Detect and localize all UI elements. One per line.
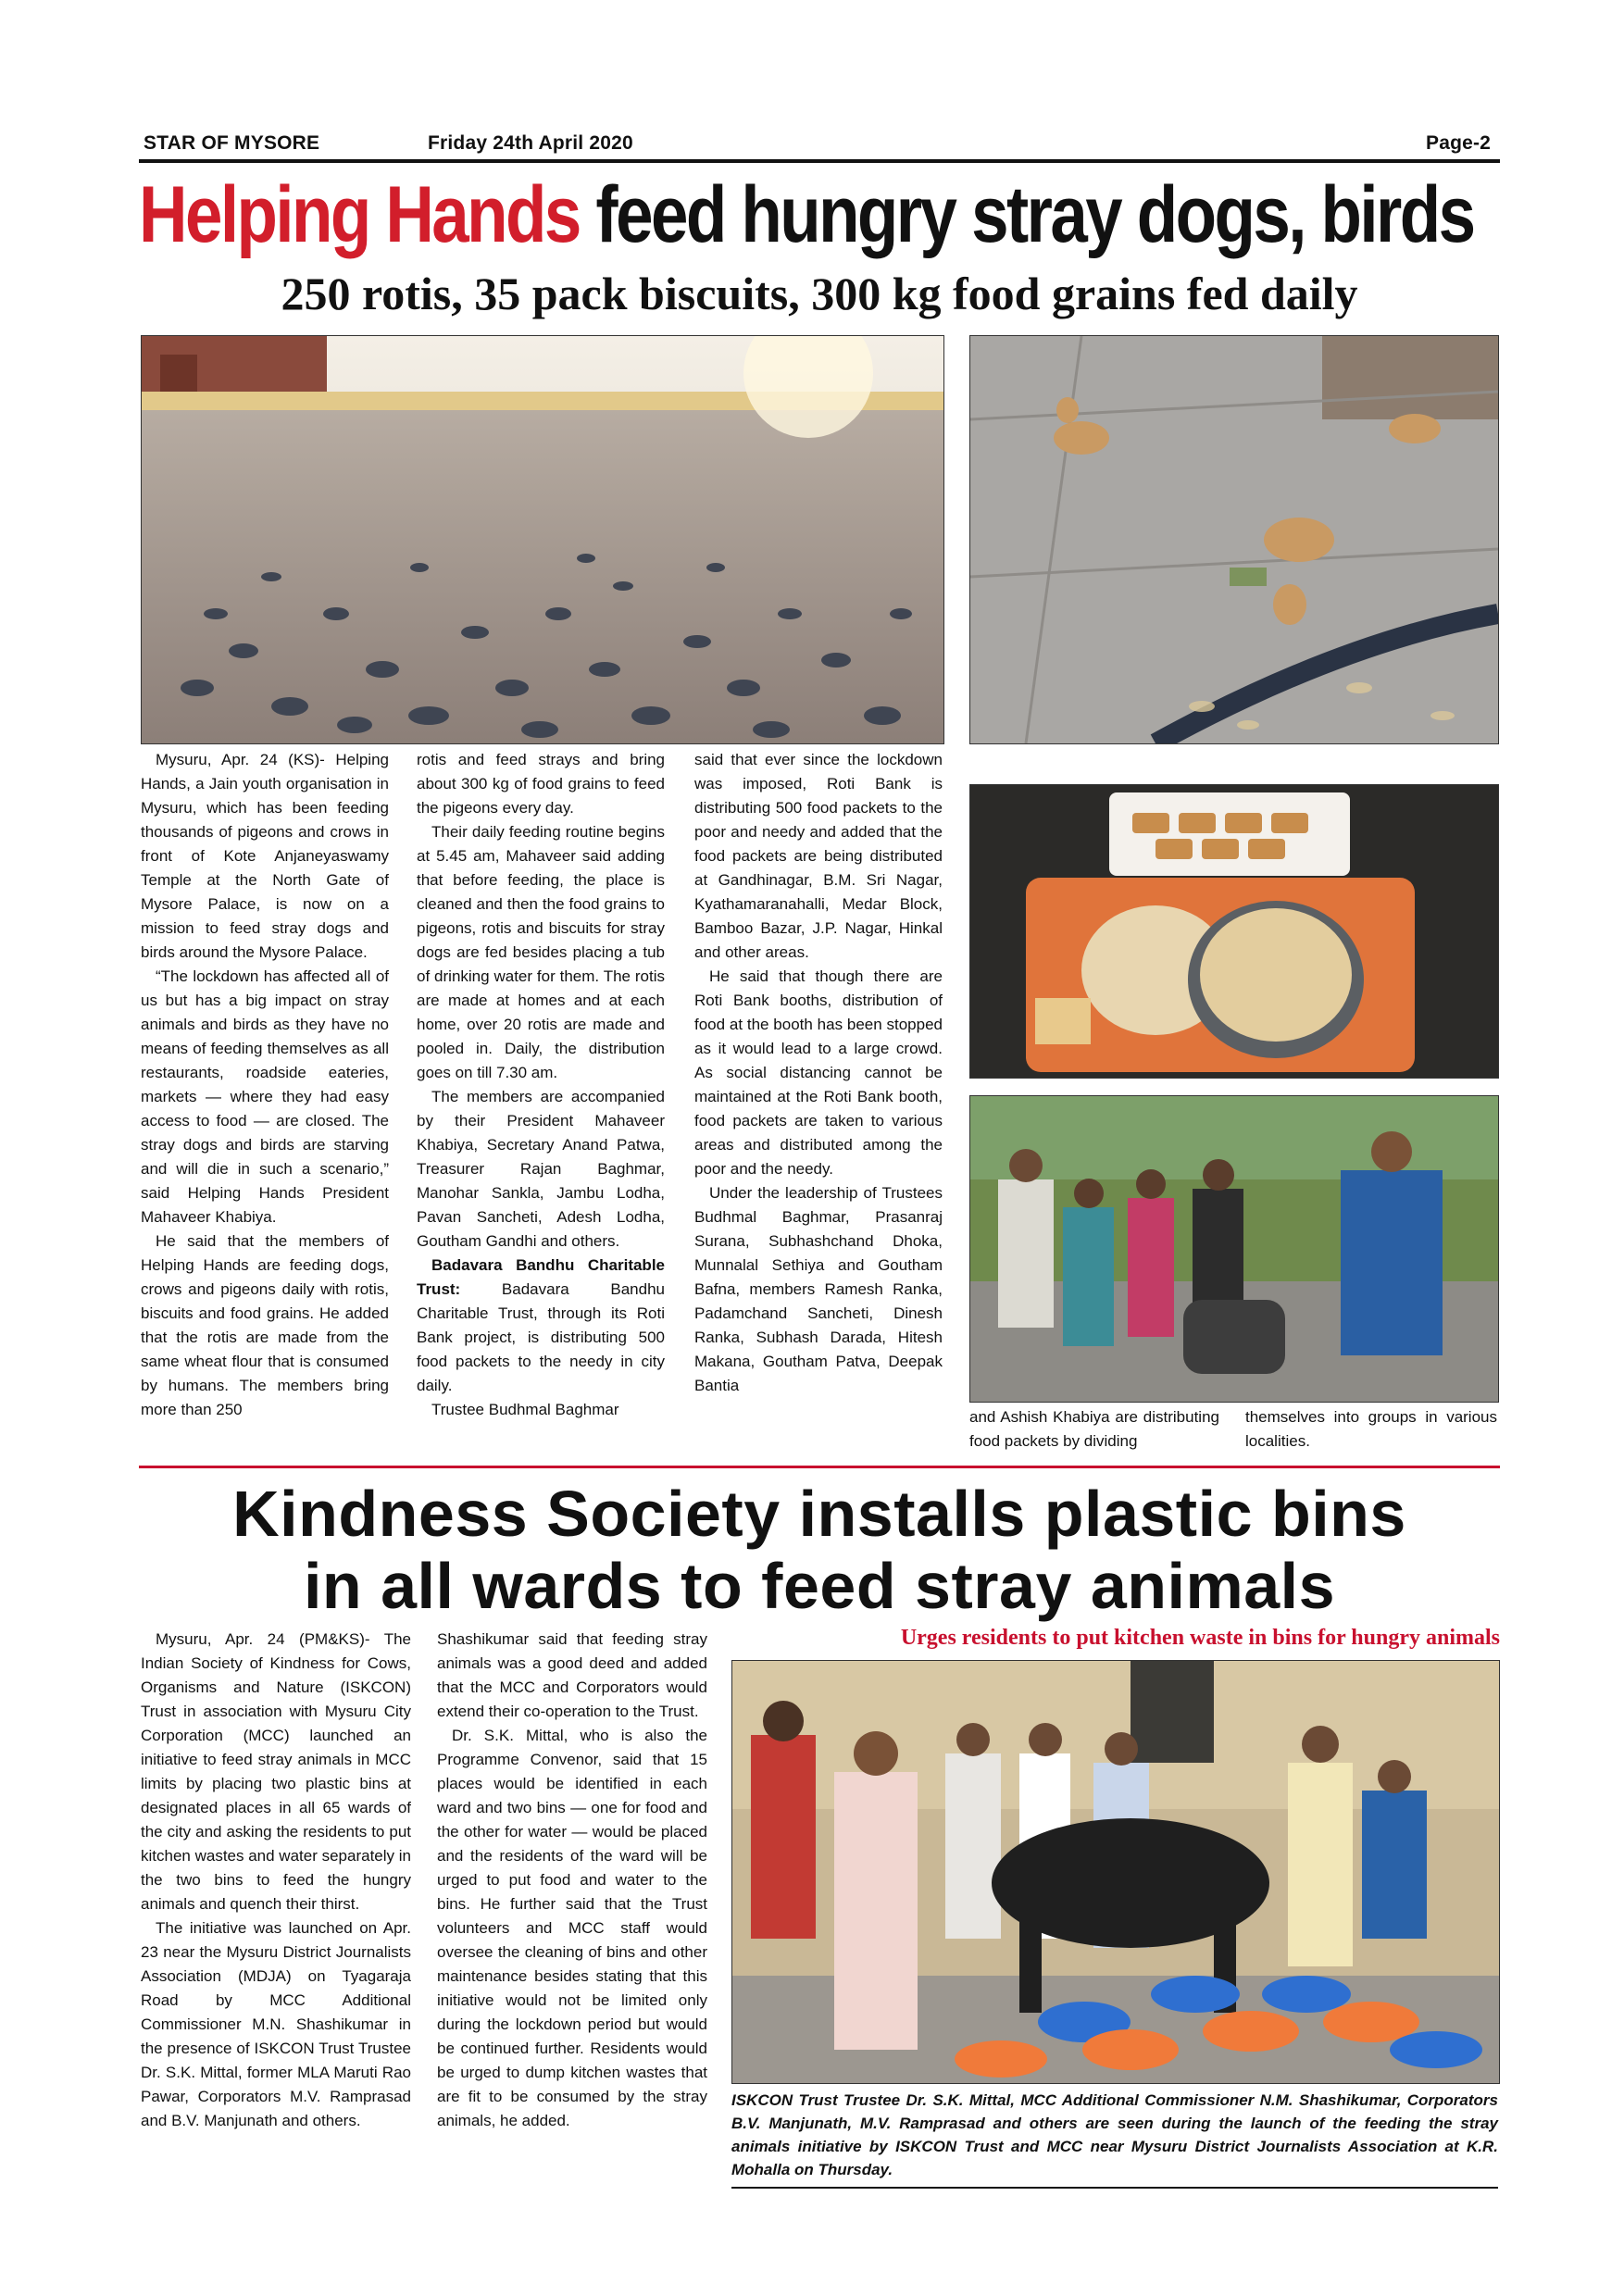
subhead-inline: Badavara Bandhu Charitable Trust:: [417, 1256, 665, 1298]
paragraph: Dr. S.K. Mittal, who is also the Programme Convenor, said that 15 places would be identified in each ward and two bins — one for food and the other for water — would be placed and the residents of the ward will be urged to put food and water to the bins. He further said that the Trust volunteers and MCC staff would oversee the cleaning of bins and other maintenance besides stating that this initiative would not be limited only during the lockdown period but would be continued further. Residents would be urged to dump kitchen wastes that are fit to be consumed by the stray animals, he added.: [437, 1727, 707, 2129]
paragraph: rotis and feed strays and bring about 300 kg of food grains to feed the pigeons every day.: [417, 751, 665, 817]
paragraph: He said that though there are Roti Bank booths, distribution of food at the booth has been stopped as it would lead to a large crowd. As social distancing cannot be maintained at the Roti Bank booth, food packets are taken to various areas and distributed among the poor and the needy.: [694, 967, 943, 1178]
paragraph: Under the leadership of Trustees Budhmal Baghmar, Prasanraj Surana, Subhashchand Dhoka, Munnalal Sethiya and Goutham Bafna, members Ramesh Ranka, Padamchand Sancheti, Dinesh Ranka, Subhash Darada, Hitesh Makana, Goutham Patva, Deepak Bantia: [694, 1184, 943, 1394]
story2-column-1: [141, 1628, 411, 2133]
iskcon-launch-photo: [731, 1660, 1500, 2084]
paragraph: and Ashish Khabiya are distributing food packets by dividing: [969, 1408, 1219, 1450]
story1-column-3: [694, 748, 943, 1398]
paragraph: “The lockdown has affected all of us but has a big impact on stray animals and birds as they have no means of feeding themselves as all restaurants, roadside eateries, markets — where they had easy access to food — are closed. The stray dogs and birds are starving and will die in such a scenario,” said Helping Hands President Mahaveer Khabiya.: [141, 967, 389, 1226]
story1-column-2: [417, 748, 665, 1422]
story1-headline: Helping Hands feed hungry stray dogs, birds: [139, 170, 1474, 259]
paragraph: He said that the members of Helping Hands are feeding dogs, crows and pigeons daily with rotis, biscuits and food grains. He added that the rotis are made from the same wheat flour that is consumed by humans. The members bring more than 250: [141, 1232, 389, 1418]
story1-column-5: [1245, 1405, 1497, 1454]
story1-column-4: [969, 1405, 1219, 1454]
stray-dogs-photo: [969, 335, 1499, 744]
paragraph: Shashikumar said that feeding stray animals was a good deed and added that the MCC and Corporators would extend their co-operation to the Trust.: [437, 1630, 707, 1720]
story2-subhead: Urges residents to put kitchen waste in bins for hungry animals: [900, 1626, 1500, 1650]
story1-deck: 250 rotis, 35 pack biscuits, 300 kg food grains fed daily: [281, 268, 1358, 319]
story2-headline-line1: Kindness Society installs plastic bins: [232, 1478, 1406, 1550]
paragraph: Their daily feeding routine begins at 5.45 am, Mahaveer said adding that before feeding, the place is cleaned and then the food grains to pigeons, rotis and biscuits for stray dogs are fed besides placing a tub of drinking water for them. The rotis are made at homes and at each home, over 20 rotis are made and pooled in. Daily, the distribution goes on till 7.30 am.: [417, 823, 665, 1081]
rotis-tray-photo: [969, 784, 1499, 1079]
caption-rule: [731, 2187, 1498, 2189]
issue-date: Friday 24th April 2020: [428, 132, 633, 154]
paper-name: STAR OF MYSORE: [144, 132, 320, 154]
page-number: Page-2: [1426, 132, 1492, 154]
paragraph: The members are accompanied by their President Mahaveer Khabiya, Secretary Anand Patwa, Treasurer Rajan Baghmar, Manohar Sankla, Jambu Lodha, Pavan Sancheti, Adesh Lodha, Goutham Gandhi and others.: [417, 1088, 665, 1250]
photo-caption: ISKCON Trust Trustee Dr. S.K. Mittal, MCC Additional Commissioner N.M. Shashikumar, Corporators B.V. Manjunath, M.V. Ramprasad and others are seen during the launch of the feeding the stray animals initiative by ISKCON Trust and MCC near Mysuru District Journalists Association at K.R. Mohalla on Thursday.: [731, 2091, 1498, 2178]
paragraph: themselves into groups in various localities.: [1245, 1408, 1497, 1450]
paragraph: The initiative was launched on Apr. 23 near the Mysuru District Journalists Association (MDJA) on Tyagaraja Road by MCC Additional Commissioner M.N. Shashikumar in the presence of ISKCON Trust Trustee Dr. S.K. Mittal, former MLA Maruti Rao Pawar, Corporators M.V. Ramprasad and B.V. Manjunath and others.: [141, 1919, 411, 2129]
paragraph: Mysuru, Apr. 24 (KS)- Helping Hands, a Jain youth organisation in Mysuru, which has been feeding thousands of pigeons and crows in front of Kote Anjaneyaswamy Temple at the North Gate of Mysore Palace, is now on a mission to feed stray dogs and birds around the Mysore Palace.: [141, 751, 389, 961]
paragraph: Trustee Budhmal Baghmar: [431, 1401, 619, 1418]
paragraph: said that ever since the lockdown was imposed, Roti Bank is distributing 500 food packets to the poor and needy and added that the food packets are being distributed at Gandhinagar, B.M. Sri Nagar, Kyathamaranahalli, Medar Block, Bamboo Bazar, J.P. Nagar, Hinkal and other areas.: [694, 751, 943, 961]
story2-headline-line2: in all wards to feed stray animals: [303, 1550, 1336, 1622]
story1-column-1: [141, 748, 389, 1422]
section-divider: [139, 1466, 1500, 1468]
paragraph: Mysuru, Apr. 24 (PM&KS)- The Indian Society of Kindness for Cows, Organisms and Nature (ISKCON) Trust in association with Mysuru City Corporation (MCC) launched an initiative to feed stray animals in MCC limits by placing two plastic bins at designated places in all 65 wards of the city and asking the residents to put kitchen wastes and water separately in the two bins to feed the hungry animals and quench their thirst.: [141, 1630, 411, 1913]
masthead-rule: [139, 159, 1500, 163]
food-distribution-photo: [969, 1095, 1499, 1403]
pigeons-photo: [141, 335, 944, 744]
paragraph: Badavara Bandhu Charitable Trust: Badavara Bandhu Charitable Trust, through its Roti Bank project, is distributing 500 food packets to the needy in city daily.: [417, 1256, 665, 1394]
story2-column-2: [437, 1628, 707, 2133]
